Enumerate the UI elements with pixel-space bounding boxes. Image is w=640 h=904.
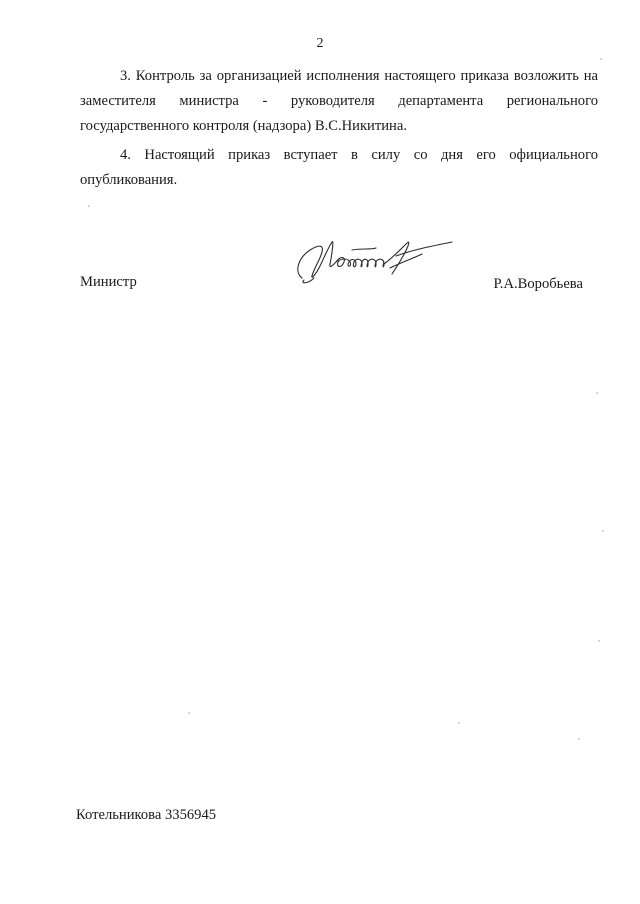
scan-speck [598,640,600,642]
handwritten-signature [292,228,456,290]
paragraph-control-assignment: 3. Контроль за организацией исполнения настоящего приказа возложить на заместителя министра - руководителя департамента регионального государственного контроля (надзора) В.С.Никитина. [80,68,598,134]
page-number: 2 [316,36,324,51]
scan-speck [88,205,90,207]
scan-speck [458,722,460,724]
document-body [80,64,598,193]
executor-contact: Котельникова 3356945 [76,807,217,823]
signer-name: Р.А.Воробьева [493,276,583,292]
signer-position: Министр [80,274,137,290]
paragraph-effective-date: 4. Настоящий приказ вступает в силу со дня его официального опубликования. [80,147,598,188]
scan-speck [188,712,190,714]
scan-speck [596,392,598,394]
scan-speck [600,58,602,60]
scan-speck [578,738,580,740]
scan-speck [602,530,604,532]
